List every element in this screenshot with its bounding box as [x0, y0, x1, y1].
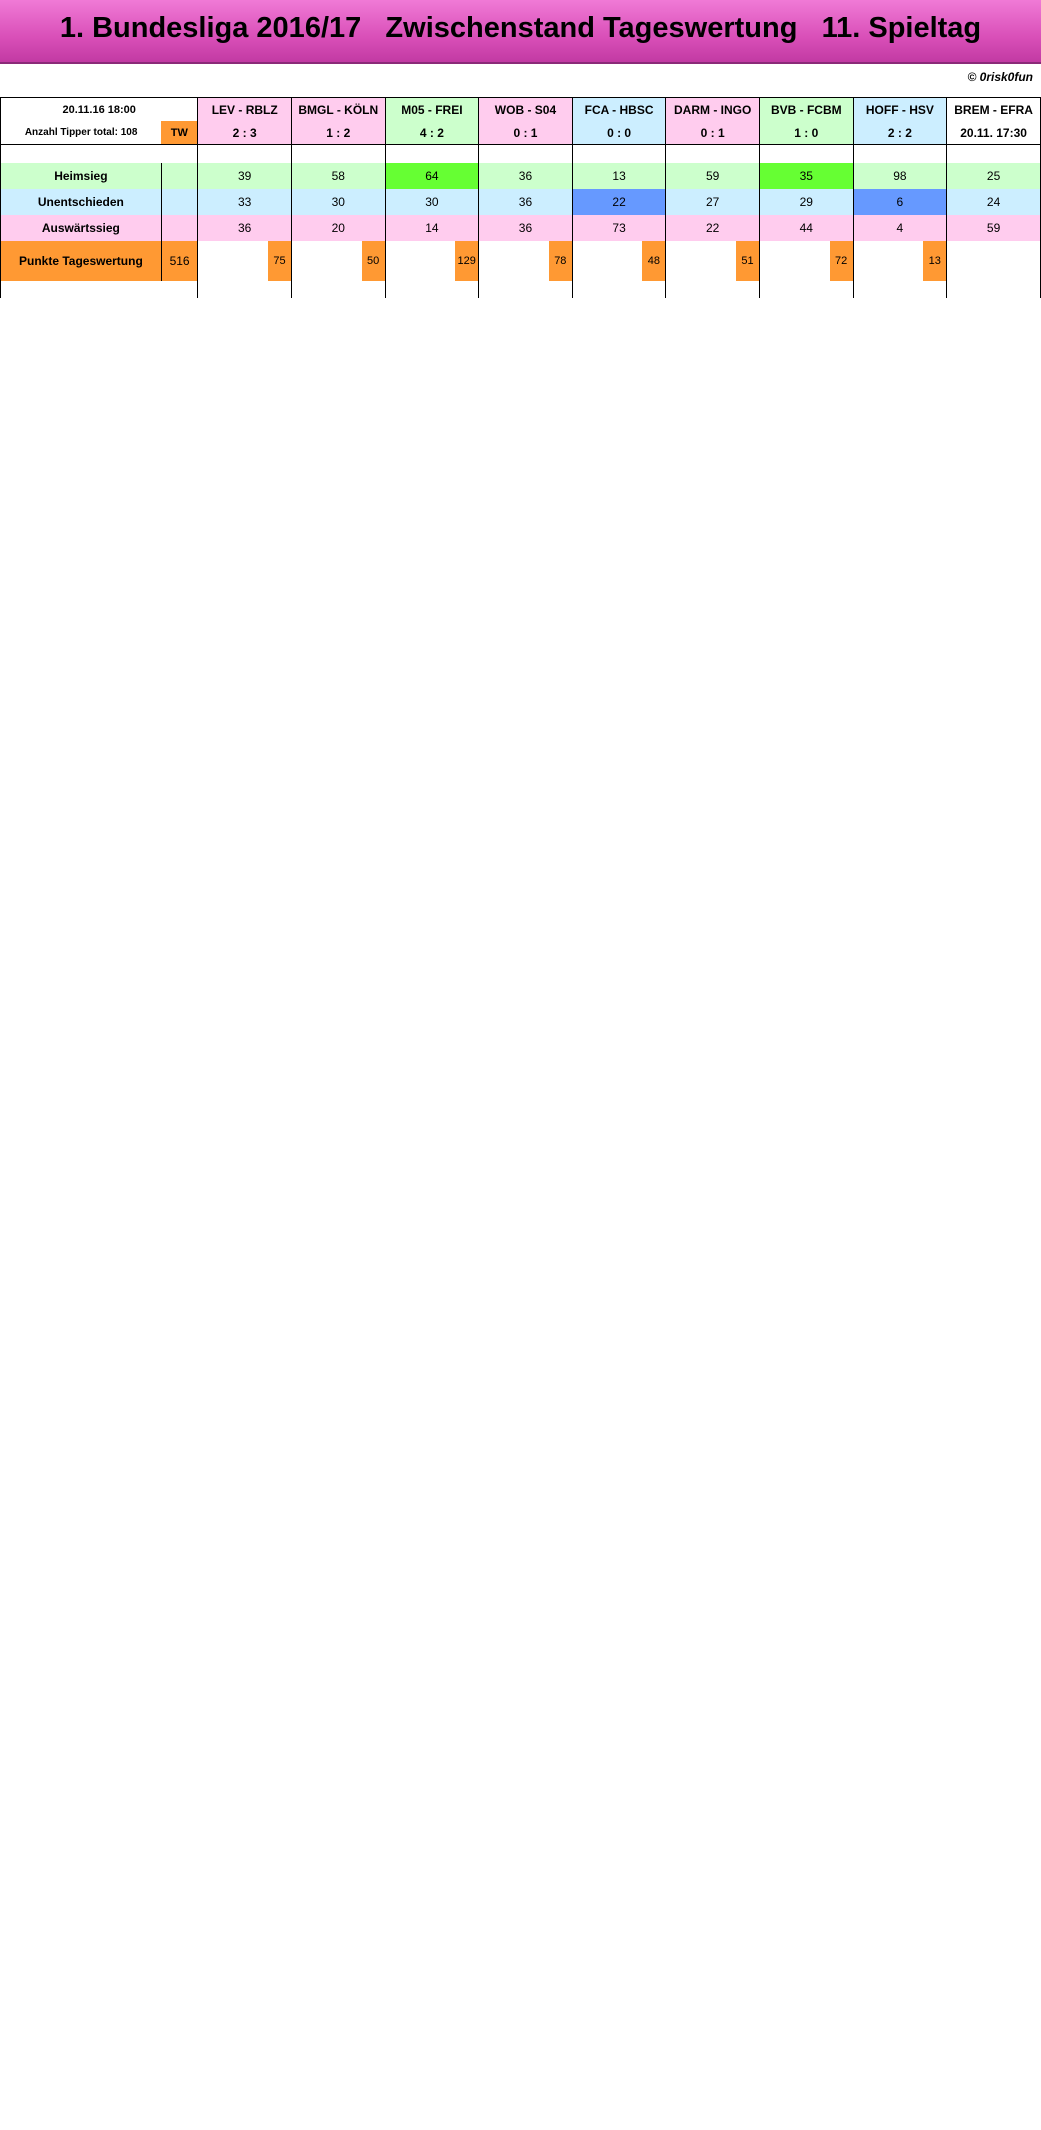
spacer-cell: [666, 281, 760, 298]
points-total: 516: [161, 241, 198, 281]
tendency-count: 36: [479, 215, 573, 241]
spacer-cell: [385, 145, 479, 164]
tendency-count: 6: [853, 189, 947, 215]
header-row-results: [1, 121, 1041, 145]
match-result: 0 : 0: [572, 121, 666, 145]
match-result: 0 : 1: [666, 121, 760, 145]
header-spacer: [1, 145, 1041, 164]
match-name: FCA - HBSC: [572, 98, 666, 122]
tendency-count: 24: [947, 189, 1041, 215]
spacer-cell: [479, 145, 573, 164]
points-spacer: [853, 241, 923, 281]
tendency-count: 25: [947, 163, 1041, 189]
match-name: BVB - FCBM: [759, 98, 853, 122]
tendency-count: 98: [853, 163, 947, 189]
points-spacer: [666, 241, 736, 281]
tendency-count: 30: [291, 189, 385, 215]
spacer-cell: [853, 281, 947, 298]
points-row: [1, 241, 1041, 281]
points-spacer: [291, 241, 361, 281]
tendency-count: 22: [666, 215, 760, 241]
match-points: 13: [923, 241, 946, 281]
tendency-count: 36: [479, 189, 573, 215]
tendency-count: 73: [572, 215, 666, 241]
points-spacer: [759, 241, 829, 281]
tendency-count: 14: [385, 215, 479, 241]
header-row-matches: [1, 98, 1041, 122]
tendency-tw: [161, 215, 198, 241]
spacer-cell: [291, 145, 385, 164]
credit-text: © 0risk0fun: [967, 70, 1033, 84]
tendency-count: 27: [666, 189, 760, 215]
match-result: 1 : 2: [291, 121, 385, 145]
spacer-cell: [385, 281, 479, 298]
spacer-cell: [572, 281, 666, 298]
spacer-cell: [1, 281, 198, 298]
match-result: 0 : 1: [479, 121, 573, 145]
points-empty: [947, 241, 1041, 281]
points-spacer: [198, 241, 268, 281]
tendency-label: Unentschieden: [1, 189, 162, 215]
tendency-count: 39: [198, 163, 292, 189]
tendency-count: 4: [853, 215, 947, 241]
tendency-row-home: [1, 163, 1041, 189]
spacer-cell: [479, 281, 573, 298]
points-label: Punkte Tageswertung: [1, 241, 162, 281]
page-title: 1. Bundesliga 2016/17 Zwischenstand Tageswertung 11. Spieltag: [59, 12, 982, 44]
match-result: 2 : 2: [853, 121, 947, 145]
spacer-cell: [1, 145, 198, 164]
match-name: BREM - EFRA: [947, 98, 1041, 122]
match-name: DARM - INGO: [666, 98, 760, 122]
tendency-count: 59: [947, 215, 1041, 241]
match-name: HOFF - HSV: [853, 98, 947, 122]
tendency-count: 64: [385, 163, 479, 189]
spacer-cell: [666, 145, 760, 164]
match-points: 129: [455, 241, 478, 281]
tendency-count: 44: [759, 215, 853, 241]
tendency-label: Auswärtssieg: [1, 215, 162, 241]
tendency-count: 36: [198, 215, 292, 241]
points-spacer: [572, 241, 642, 281]
tendency-row-draw: [1, 189, 1041, 215]
datetime: 20.11.16 18:00: [1, 98, 198, 122]
tw-header: TW: [161, 121, 198, 145]
tendency-count: 35: [759, 163, 853, 189]
match-result: 20.11. 17:30: [947, 121, 1041, 145]
tendency-label: Heimsieg: [1, 163, 162, 189]
tendency-count: 22: [572, 189, 666, 215]
spacer-cell: [572, 145, 666, 164]
tipper-count: [1, 121, 162, 145]
tendency-count: 58: [291, 163, 385, 189]
match-name: M05 - FREI: [385, 98, 479, 122]
tendency-count: 13: [572, 163, 666, 189]
tendency-tw: [161, 189, 198, 215]
match-name: BMGL - KÖLN: [291, 98, 385, 122]
match-points: 72: [830, 241, 853, 281]
points-spacer-row: [1, 281, 1041, 298]
tendency-count: 33: [198, 189, 292, 215]
match-points: 50: [362, 241, 385, 281]
spacer-cell: [198, 281, 292, 298]
match-result: 1 : 0: [759, 121, 853, 145]
tipper-value: 108: [120, 126, 138, 138]
spacer-cell: [198, 145, 292, 164]
standings-table: [0, 97, 1041, 298]
points-spacer: [479, 241, 549, 281]
tendency-tw: [161, 163, 198, 189]
tipper-label: Anzahl Tipper total:: [24, 126, 121, 138]
match-name: WOB - S04: [479, 98, 573, 122]
match-points: 78: [549, 241, 572, 281]
match-points: 75: [268, 241, 291, 281]
spacer-cell: [947, 281, 1041, 298]
points-spacer: [385, 241, 455, 281]
tendency-count: 36: [479, 163, 573, 189]
spacer-cell: [947, 145, 1041, 164]
spacer-cell: [291, 281, 385, 298]
spacer-cell: [853, 145, 947, 164]
match-points: 51: [736, 241, 759, 281]
match-points: 48: [642, 241, 665, 281]
match-result: 2 : 3: [198, 121, 292, 145]
match-result: 4 : 2: [385, 121, 479, 145]
tendency-row-away: [1, 215, 1041, 241]
title-banner: [0, 0, 1041, 64]
tendency-count: 20: [291, 215, 385, 241]
spacer-cell: [759, 281, 853, 298]
tendency-count: 59: [666, 163, 760, 189]
spacer-cell: [759, 145, 853, 164]
tendency-count: 29: [759, 189, 853, 215]
tendency-count: 30: [385, 189, 479, 215]
match-name: LEV - RBLZ: [198, 98, 292, 122]
